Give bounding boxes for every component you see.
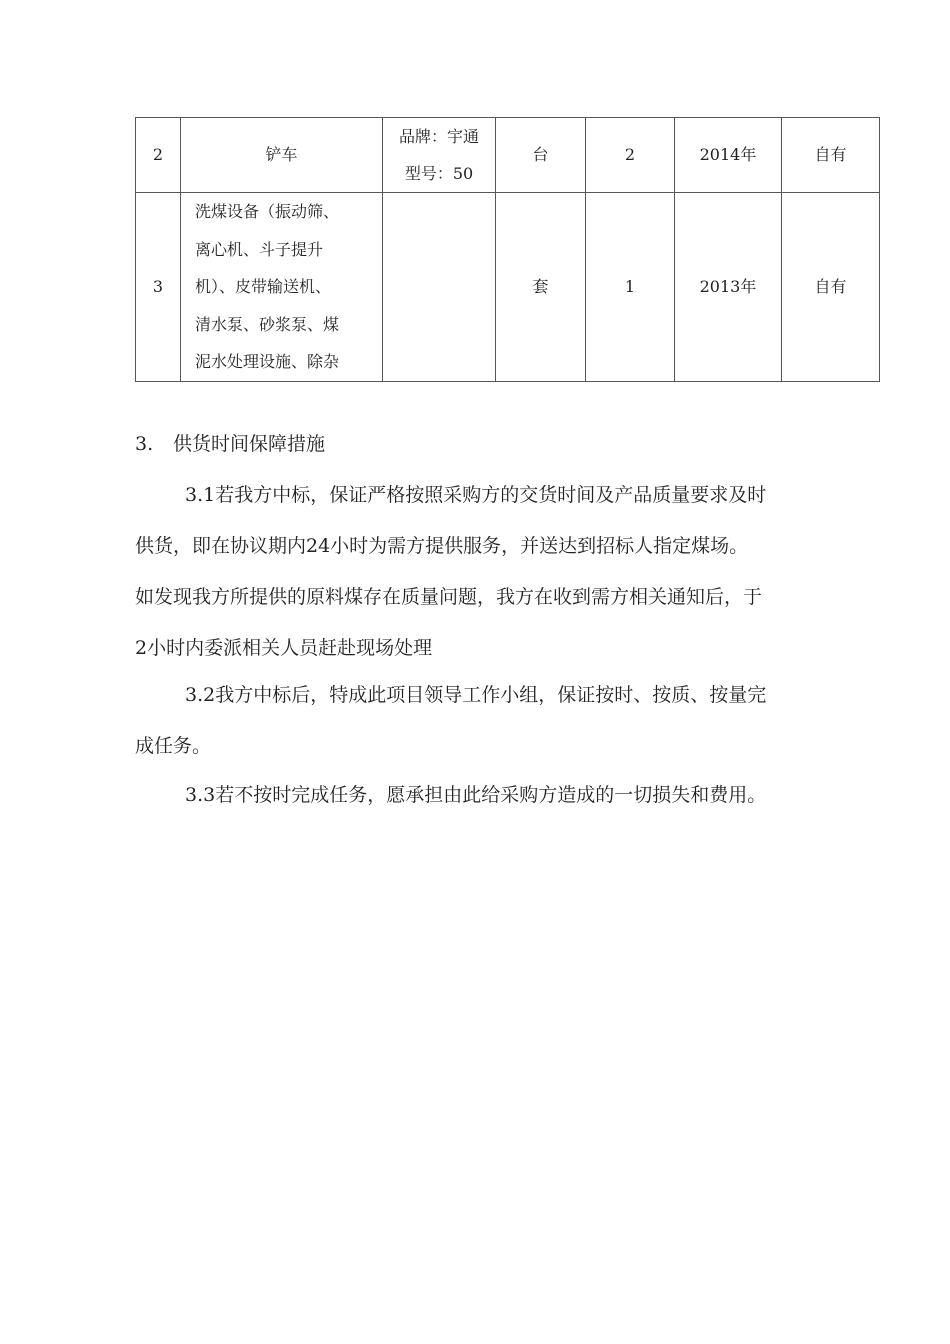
cell-unit: 套 <box>496 193 586 382</box>
paragraph-line: 如发现我方所提供的原料煤存在质量问题，我方在收到需方相关通知后，于 <box>135 586 763 608</box>
cell-qty: 1 <box>586 193 675 382</box>
paragraph-3-3 <box>135 770 879 821</box>
cell-no: 3 <box>136 193 181 382</box>
paragraph-line: 3.2我方中标后，特成此项目领导工作小组，保证按时、按质、按量完 <box>185 684 767 706</box>
cell-qty: 2 <box>586 118 675 193</box>
cell-name-line: 机）、皮带输送机、 <box>195 277 332 296</box>
cell-name-line: 洗煤设备（振动筛、 <box>195 202 340 221</box>
cell-name-line: 铲车 <box>265 145 298 164</box>
cell-brand-line: 品牌：宇通 <box>398 127 479 146</box>
cell-name-line: 泥水处理设施、除杂 <box>195 352 340 371</box>
table-row <box>136 193 880 382</box>
cell-model-line: 型号：50 <box>404 164 474 183</box>
cell-ownership: 自有 <box>782 193 880 382</box>
section-title: 供货时间保障措施 <box>173 433 326 455</box>
paragraph-line: 3.1若我方中标，保证严格按照采购方的交货时间及产品质量要求及时 <box>185 484 767 506</box>
cell-name-line: 清水泵、砂浆泵、煤 <box>195 314 340 334</box>
paragraph-3-2 <box>135 670 879 772</box>
table-row <box>136 118 880 193</box>
paragraph-line: 2小时内委派相关人员赶赴现场处理 <box>135 637 433 659</box>
cell-name-line: 离心机、斗子提升 <box>195 239 324 259</box>
section-heading <box>135 428 325 460</box>
section-number: 3. <box>135 433 154 455</box>
paragraph-line: 成任务。 <box>135 735 212 757</box>
equipment-table <box>135 117 880 382</box>
cell-brand-model <box>383 193 496 382</box>
cell-no: 2 <box>136 118 181 193</box>
cell-unit: 台 <box>496 118 586 193</box>
paragraph-line: 3.3若不按时完成任务，愿承担由此给采购方造成的一切损失和费用。 <box>185 784 767 806</box>
cell-year: 2014年 <box>675 118 782 193</box>
paragraph-line: 供货，即在协议期内24小时为需方提供服务，并送达到招标人指定煤场。 <box>135 535 749 557</box>
cell-year: 2013年 <box>675 193 782 382</box>
cell-name <box>181 118 383 193</box>
cell-brand-model <box>383 118 496 193</box>
cell-name <box>181 193 383 382</box>
paragraph-3-1 <box>135 470 879 674</box>
cell-ownership: 自有 <box>782 118 880 193</box>
